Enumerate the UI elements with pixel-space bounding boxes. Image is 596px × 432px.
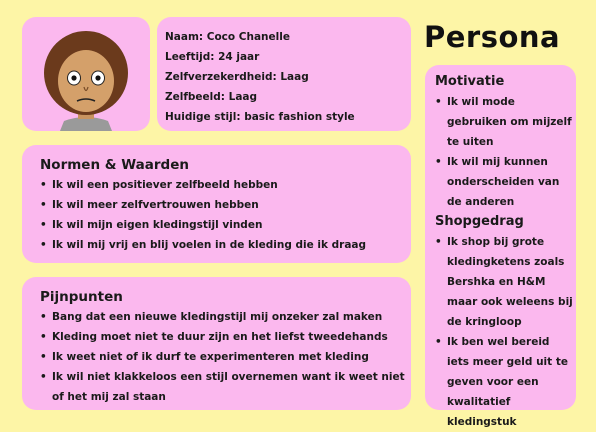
list-item: • Ik wil mij vrij en blij voelen in de kleding die ik draag (40, 235, 411, 255)
profile-info-card (157, 17, 411, 131)
list-item: • Ik wil mij kunnen onderscheiden van de anderen (435, 152, 575, 212)
right-pupil (95, 75, 100, 80)
profile-age: Leeftijd: 24 jaar (165, 51, 260, 63)
pijnpunten-list (40, 307, 411, 407)
shopgedrag-heading: Shopgedrag (435, 214, 524, 229)
normen-list (40, 175, 411, 255)
list-item: • Ik shop bij grote kledingketens zoals Bershka en H&M maar ook weleens bij de kringloop (435, 232, 575, 332)
list-item: • Ik wil een positiever zelfbeeld hebben (40, 175, 411, 195)
avatar-card (22, 17, 150, 131)
list-item: • Ik ben wel bereid iets meer geld uit te geven voor een kwalitatief kledingstuk (435, 332, 575, 432)
face (58, 50, 114, 112)
left-pupil (71, 75, 76, 80)
list-item: • Ik wil mode gebruiken om mijzelf te uiten (435, 92, 575, 152)
profile-confidence: Zelfverzekerdheid: Laag (165, 71, 309, 83)
profile-style: Huidige stijl: basic fashion style (165, 111, 355, 123)
pijnpunten-heading: Pijnpunten (40, 289, 123, 305)
motivatie-list (435, 92, 576, 212)
list-item: • Kleding moet niet te duur zijn en het liefst tweedehands (40, 327, 411, 347)
normen-card (22, 145, 411, 263)
pijnpunten-card (22, 277, 411, 410)
profile-name: Naam: Coco Chanelle (165, 31, 290, 43)
shirt (60, 117, 112, 131)
page-title: Persona (424, 20, 561, 54)
normen-heading: Normen & Waarden (40, 157, 189, 173)
list-item: • Ik wil mijn eigen kledingstijl vinden (40, 215, 411, 235)
list-item: • Ik wil niet klakkeloos een stijl overnemen want ik weet niet of het mij zal staan (40, 367, 407, 407)
list-item: • Ik wil meer zelfvertrouwen hebben (40, 195, 411, 215)
list-item: • Ik weet niet of ik durf te experimenteren met kleding (40, 347, 411, 367)
motivatie-shopgedrag-card (425, 65, 576, 428)
shopgedrag-list (435, 232, 576, 432)
persona-avatar (22, 17, 150, 131)
motivatie-heading: Motivatie (435, 74, 505, 89)
list-item: • Bang dat een nieuwe kledingstijl mij onzeker zal maken (40, 307, 411, 327)
profile-self-image: Zelfbeeld: Laag (165, 91, 258, 103)
